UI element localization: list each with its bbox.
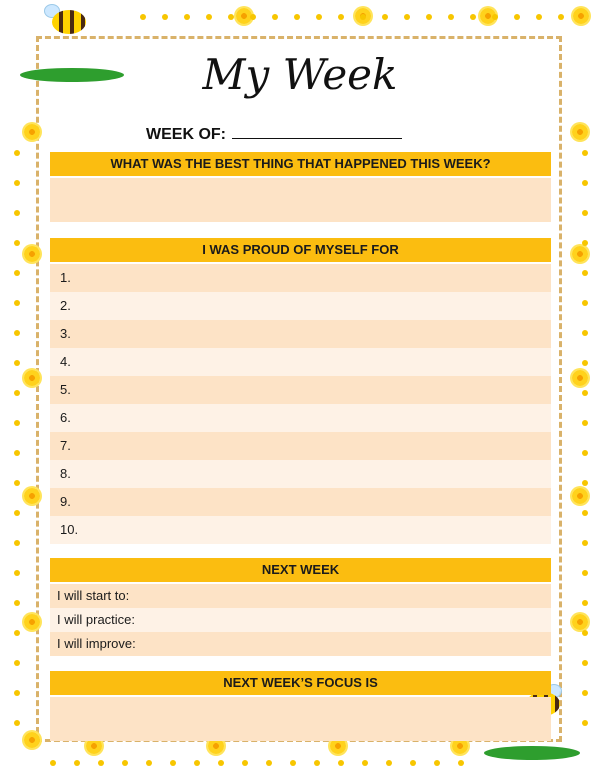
decor-dot [50,760,56,766]
proud-item[interactable]: 2. [50,292,551,320]
decor-dot [218,760,224,766]
decor-dot [582,660,588,666]
decor-dot [14,180,20,186]
decor-dot [14,450,20,456]
proud-item[interactable]: 9. [50,488,551,516]
decor-dot [14,660,20,666]
decor-dot [250,14,256,20]
page-title: My Week [202,50,398,99]
decor-dot [14,480,20,486]
decor-dot [582,150,588,156]
decor-dot [338,760,344,766]
decor-dot [582,540,588,546]
decor-dot [582,420,588,426]
next-week-practice-row[interactable]: I will practice: [50,608,551,632]
decor-dot [170,760,176,766]
decor-dot [266,760,272,766]
week-of-label: WEEK OF: [146,126,226,143]
flower-icon [572,614,588,630]
decor-dot [492,14,498,20]
proud-item[interactable]: 4. [50,348,551,376]
decor-dot [582,600,588,606]
decor-dot [582,330,588,336]
decor-dot [582,210,588,216]
decor-dot [14,360,20,366]
bee-icon [52,10,86,34]
decor-dot [194,760,200,766]
flower-icon [24,732,40,748]
decor-dot [14,300,20,306]
decor-dot [582,240,588,246]
decor-dot [140,14,146,20]
decor-dot [410,760,416,766]
week-of-line[interactable] [232,124,402,139]
decor-dot [14,630,20,636]
decor-dot [582,630,588,636]
best-thing-answer-box[interactable] [50,178,551,222]
flower-icon [24,246,40,262]
decor-dot [98,760,104,766]
decor-dot [14,150,20,156]
flower-icon [572,370,588,386]
week-of-field[interactable] [146,124,402,144]
proud-item[interactable]: 10. [50,516,551,544]
decor-dot [470,14,476,20]
decor-dot [14,690,20,696]
decor-dot [14,720,20,726]
next-week-start-row[interactable]: I will start to: [50,584,551,608]
next-week-improve-row[interactable]: I will improve: [50,632,551,656]
flower-icon [572,246,588,262]
decor-dot [14,540,20,546]
decor-dot [14,270,20,276]
decor-dot [458,760,464,766]
decor-dot [582,390,588,396]
decor-dot [14,420,20,426]
decor-dot [122,760,128,766]
decor-dot [14,570,20,576]
decor-dot [582,300,588,306]
decor-dot [582,720,588,726]
proud-item[interactable]: 3. [50,320,551,348]
proud-item[interactable]: 1. [50,264,551,292]
decor-dot [74,760,80,766]
decor-dot [14,390,20,396]
flower-icon [24,124,40,140]
decor-dot [582,180,588,186]
decor-dot [386,760,392,766]
decor-dot [426,14,432,20]
focus-answer-box[interactable] [50,697,551,741]
best-thing-heading: WHAT WAS THE BEST THING THAT HAPPENED THIS WEEK? [50,152,551,176]
proud-item[interactable]: 7. [50,432,551,460]
decor-dot [146,760,152,766]
decor-dot [290,760,296,766]
decor-dot [362,760,368,766]
decor-dot [314,760,320,766]
decor-dot [360,14,366,20]
decor-dot [162,14,168,20]
decor-dot [242,760,248,766]
decor-dot [434,760,440,766]
decor-dot [338,14,344,20]
decor-dot [14,330,20,336]
decor-dot [582,690,588,696]
decor-dot [582,480,588,486]
decor-dot [558,14,564,20]
decor-dot [582,510,588,516]
proud-item[interactable]: 8. [50,460,551,488]
flower-icon [572,488,588,504]
decor-dot [448,14,454,20]
decor-dot [536,14,542,20]
flower-icon [24,488,40,504]
decor-dot [294,14,300,20]
flower-icon [573,8,589,24]
proud-heading: I WAS PROUD OF MYSELF FOR [50,238,551,262]
focus-heading: NEXT WEEK’S FOCUS IS [50,671,551,695]
grass-bottom-right [484,746,580,760]
decor-dot [228,14,234,20]
decor-dot [316,14,322,20]
flower-icon [572,124,588,140]
decor-dot [14,240,20,246]
next-week-heading: NEXT WEEK [50,558,551,582]
flower-icon [24,614,40,630]
decor-dot [206,14,212,20]
decor-dot [582,570,588,576]
flower-icon [24,370,40,386]
decor-dot [272,14,278,20]
decor-dot [582,450,588,456]
proud-item[interactable]: 5. [50,376,551,404]
decor-dot [514,14,520,20]
decor-dot [582,360,588,366]
decor-dot [582,270,588,276]
proud-item[interactable]: 6. [50,404,551,432]
decor-dot [382,14,388,20]
decor-dot [14,510,20,516]
decor-dot [184,14,190,20]
decor-dot [404,14,410,20]
decor-dot [14,600,20,606]
decor-dot [14,210,20,216]
